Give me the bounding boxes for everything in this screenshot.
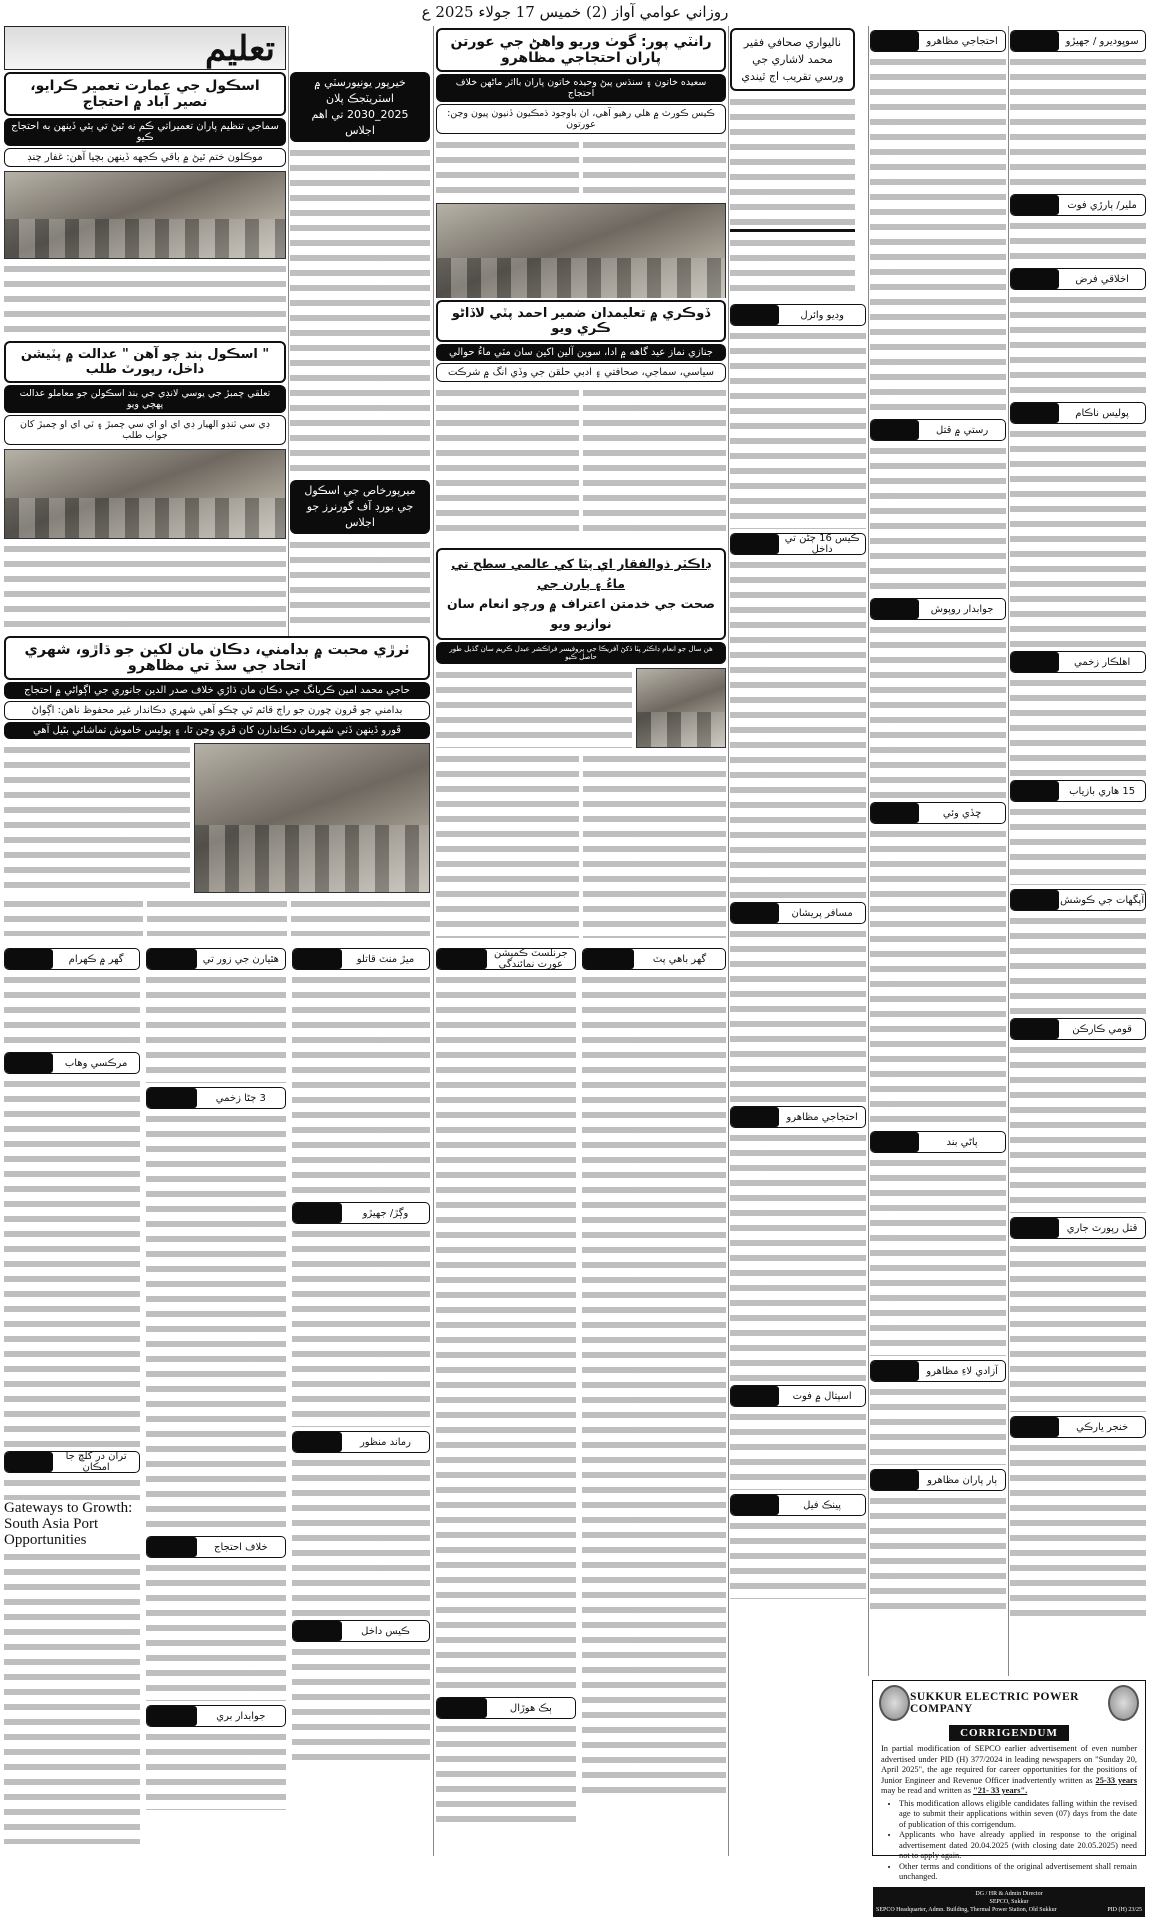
ad-footer <box>873 1887 1145 1917</box>
slug-label: رماند منظور <box>359 1436 411 1448</box>
story-subheading: حاجي محمد امين ڪريانگ جي دڪان مان ڌاڙي خلاف صدر الدين جانوري جي اڳواڻي ۾ احتجاج <box>4 682 430 699</box>
article-body <box>1010 914 1146 1014</box>
article-body <box>730 95 855 225</box>
news-brief-slug <box>1010 30 1146 52</box>
ad-title: CORRIGENDUM <box>949 1725 1069 1741</box>
article-body <box>4 1476 140 1500</box>
article-body <box>1010 676 1146 776</box>
story-headline: ڏوڪري ۾ تعليمدان ضمير احمد پٽي لاڏاڻو ڪري ويو <box>436 300 726 342</box>
story-headline: خيرپور يونيورسٽي ۾ اسٽريٽجڪ پلان 2025_2030 تي اهم اجلاس <box>290 72 430 142</box>
story-subheading: بدامني جو ڦرون چورن جو راڄ قائم ٿي چڪو آهي شهري دڪاندار غير محفوظ ناهن: اڳواڻ <box>4 701 430 720</box>
webinar-title: Gateways to Growth: South Asia Port Opportunities <box>4 1500 133 1548</box>
news-briefs-column-1 <box>1010 26 1146 1626</box>
article-body <box>1010 293 1146 398</box>
slug-marker <box>583 949 634 969</box>
news-brief-slug <box>292 1620 430 1642</box>
headline-line: صحت جي خدمتن اعتراف ۾ ورچو انعام سان نوازيو ويو <box>447 596 715 631</box>
article-body <box>436 668 632 748</box>
news-brief-slug <box>870 802 1006 824</box>
slug-label: وڊيو وائرل <box>800 309 844 321</box>
column-rule <box>728 26 729 1856</box>
ad-mid-text: may be read and written as <box>881 1786 971 1795</box>
slug-marker <box>1011 890 1059 910</box>
article-body <box>730 558 866 898</box>
article-body <box>1010 1242 1146 1412</box>
slug-label: قومي ڪارڪن <box>1072 1023 1132 1035</box>
old-age-range: 25-33 years <box>1095 1775 1138 1785</box>
news-briefs-column-3 <box>730 300 866 1640</box>
article-body <box>1010 1043 1146 1213</box>
slug-label: خنجر يارڪي <box>1076 1421 1129 1433</box>
news-brief-slug <box>4 948 140 970</box>
article-body <box>730 329 866 529</box>
article-body <box>146 1561 286 1701</box>
article-body <box>4 1550 140 1844</box>
slug-marker <box>437 949 487 969</box>
article-body <box>146 1112 286 1532</box>
ad-intro <box>873 1741 1145 1797</box>
story-headline: ناليواري صحافي فقير محمد لاشاري جي ورسي تقريب اڄ ٿيندي <box>730 28 855 91</box>
news-photo <box>436 203 726 298</box>
article-body <box>436 386 579 540</box>
news-brief-slug <box>1010 780 1146 802</box>
news-brief-slug <box>730 1385 866 1407</box>
slug-marker <box>871 1132 919 1152</box>
news-brief-slug <box>730 902 866 924</box>
slug-label: هٿيارن جي زور تي <box>202 953 279 965</box>
slug-label: پاڻي بند <box>946 1136 978 1148</box>
slug-label: ڪيس 16 ڄڻن تي داخل <box>784 533 860 555</box>
slug-label: پينڪ فيل <box>803 1499 842 1511</box>
news-brief-slug <box>730 533 866 555</box>
slug-marker <box>731 1107 779 1127</box>
slug-marker <box>5 1452 53 1472</box>
sepco-corrigendum-advertisement <box>872 1680 1146 1913</box>
slug-label: تران در کلڇ جا امڪان <box>65 1451 127 1473</box>
slug-label: ڇڏي وئي <box>942 807 982 819</box>
news-brief-slug <box>730 1494 866 1516</box>
article-body <box>870 827 1006 1127</box>
ad-bullet: • Applicants who have already applied in response to the original advertisement dated 20.04.2025 (with closing date 20.05.2025) need not to apply again. <box>899 1830 1137 1862</box>
article-body <box>870 1494 1006 1614</box>
slug-label: سوڀوديرو / جهيڙو <box>1065 35 1139 47</box>
slug-marker <box>1011 1019 1059 1039</box>
article-body <box>1010 427 1146 647</box>
ad-bullet: • Other terms and conditions of the original advertisement shall remain unchanged. <box>899 1862 1137 1883</box>
slug-label: گهر ۾ ڪهرام <box>68 953 124 965</box>
slug-label: احتجاجي مظاهرو <box>926 35 998 47</box>
slug-marker <box>1011 269 1059 289</box>
dokri-story <box>436 300 726 540</box>
education-banner <box>4 26 286 70</box>
article-body <box>583 752 726 938</box>
story-subheading: سياسي، سماجي، صحافتي ۽ ادبي حلقن جي وڏي انگ ۾ شرڪت <box>436 363 726 382</box>
slug-label: ميڙ منٽ قاتلو <box>356 953 415 965</box>
story-headline <box>436 548 726 640</box>
slug-marker <box>5 949 53 969</box>
story-subheading: ڦورو ڏينهن ڏٺي شهرمان دڪاندارن کان ڦري وڃن ٿا، ۽ پوليس خاموش تماشائي بڻيل آهي <box>4 722 430 739</box>
bottom-column-3 <box>292 944 430 1844</box>
slug-marker <box>147 1088 197 1108</box>
slug-marker <box>1011 1218 1059 1238</box>
slug-label: آپگهات جي ڪوشش <box>1060 894 1145 906</box>
news-photo <box>4 171 286 259</box>
news-brief-slug <box>436 948 576 970</box>
article-body <box>583 386 726 540</box>
slug-label: خلاف احتجاج <box>214 1541 268 1553</box>
article-body <box>870 444 1006 594</box>
news-brief-slug <box>1010 1217 1146 1239</box>
news-photo <box>194 743 430 893</box>
article-body <box>147 897 286 936</box>
news-brief-slug <box>1010 194 1146 216</box>
news-brief-slug <box>870 419 1006 441</box>
slug-marker <box>1011 652 1059 672</box>
article-body <box>730 1410 866 1490</box>
footer-address: SEPCO Headquarter, Admn. Building, Thermal Power Station, Old Sukkur <box>876 1906 1057 1913</box>
slug-marker <box>147 1706 197 1726</box>
news-brief-slug <box>730 304 866 326</box>
slug-marker <box>871 31 919 51</box>
news-brief-slug <box>146 1705 286 1727</box>
slug-marker <box>731 1495 779 1515</box>
slug-marker <box>437 1698 487 1718</box>
news-brief-slug <box>292 1431 430 1453</box>
column-rule <box>868 26 869 1676</box>
slug-marker <box>147 949 197 969</box>
slug-label: ٻڪ هوڙال <box>509 1702 552 1714</box>
news-brief-slug <box>870 1360 1006 1382</box>
article-body <box>4 973 140 1048</box>
article-body <box>4 1077 140 1447</box>
article-body <box>4 743 190 893</box>
story-headline: " اسڪول بند چو آهن " عدالت ۾ پٽيشن داخل، رپورٽ طلب <box>4 341 286 383</box>
article-body <box>582 973 726 1793</box>
bottom-column-1 <box>4 944 140 1844</box>
news-brief-slug <box>1010 1018 1146 1040</box>
article-body <box>1010 1441 1146 1621</box>
story-headline: ميرپورخاص جي اسڪول جي بورڊ آف گورنرز جو اجلاس <box>290 480 430 534</box>
news-brief-slug <box>146 1536 286 1558</box>
headline-line: ڊاڪٽر ذوالفقار اي پٽا کي عالمي سطح تي ماءُ ۽ ٻارن جي <box>451 556 711 591</box>
slug-marker <box>871 1470 919 1490</box>
article-body <box>870 1156 1006 1356</box>
new-age-range: "21- 33 years". <box>973 1786 1028 1795</box>
story-subheading: هن سال جو انعام ڊاڪٽر پٽا ڏکڻ آفريڪا جي پروفيسر فراڪشر عبدل ڪريم سان گڏيل طور حاصل ڪيو <box>436 642 726 664</box>
news-brief-slug <box>146 948 286 970</box>
news-brief-slug <box>4 1052 140 1074</box>
story-subheading: سماجي تنظيم پاران تعميراتي ڪم نه ٿيڻ تي ٻئي ڏينهن به احتجاج ڪيو <box>4 118 286 146</box>
slug-label: گهر باهي پٽ <box>652 953 707 965</box>
slug-marker <box>1011 195 1059 215</box>
slug-marker <box>293 1621 342 1641</box>
news-brief-slug <box>436 1697 576 1719</box>
article-body <box>4 262 286 337</box>
slug-marker <box>293 1203 342 1223</box>
slug-label: 3 ڄڻا زخمي <box>215 1092 266 1104</box>
article-body <box>730 236 855 298</box>
slug-marker <box>731 903 779 923</box>
article-body <box>4 897 143 936</box>
news-brief-slug <box>730 1106 866 1128</box>
slug-label: اهلڪار زخمي <box>1074 656 1131 668</box>
slug-label: آزادي لاءِ مظاهرو <box>926 1365 998 1377</box>
story-headline: اسڪول جي عمارت تعمير ڪرايو، نصير آباد ۾ احتجاج <box>4 72 286 116</box>
slug-label: مسافر پريشان <box>791 907 853 919</box>
slug-marker <box>293 949 342 969</box>
slug-marker <box>871 599 919 619</box>
footer-line: DG / HR & Admin Director <box>975 1890 1043 1897</box>
article-body <box>870 55 1006 415</box>
story-subheading: ڪيس ڪورٽ ۾ هلي رهيو آهي، ان باوجود ڌمڪيون ڏنيون پيون وڃن: عورتون <box>436 104 726 134</box>
emblem-icon <box>1108 1685 1139 1721</box>
column-rule <box>1008 26 1009 1676</box>
slug-marker <box>731 534 779 554</box>
news-brief-slug <box>4 1451 140 1473</box>
slug-label: پوليس ناڪام <box>1075 407 1129 419</box>
education-column <box>4 72 286 632</box>
slug-marker <box>5 1053 53 1073</box>
article-body <box>1010 55 1146 190</box>
story-subheading: ڊي سي ٽنڊو الهيار ڊي اي او اي سي چمبڙ ۽ ٽي اي او چمبڙ کان جواب طلب <box>4 415 286 445</box>
article-body <box>290 146 430 476</box>
story-subheading: سعيده خاتون ۽ سنڌس پيڻ وحيده خاتون پاران بااثر ماڻهن خلاف احتجاج <box>436 74 726 102</box>
story-subheading: تعلقي چمبڙ جي يوسي لانڊي جي بند اسڪولن جو معاملو عدالت پهچي ويو <box>4 385 286 413</box>
article-body <box>292 1645 430 1765</box>
slug-marker <box>871 1361 919 1381</box>
news-brief-slug <box>870 1469 1006 1491</box>
news-brief-slug <box>1010 1416 1146 1438</box>
news-photo <box>4 449 286 539</box>
slug-marker <box>731 1386 779 1406</box>
news-brief-slug <box>870 1131 1006 1153</box>
footer-line: SEPCO, Sukkur <box>989 1898 1029 1905</box>
news-briefs-column-2 <box>870 26 1006 1626</box>
slug-label: احتجاجي مظاهرو <box>786 1111 858 1123</box>
slug-marker <box>1011 781 1059 801</box>
article-body <box>291 897 430 936</box>
bottom-column-5 <box>582 944 726 1844</box>
slug-marker <box>871 803 919 823</box>
slug-label: ڪيس داخل <box>361 1625 410 1637</box>
news-brief-slug <box>870 30 1006 52</box>
slug-marker <box>147 1537 197 1557</box>
article-body <box>730 927 866 1102</box>
sepco-logo-icon <box>879 1685 910 1721</box>
slug-label: جوابدار بري <box>216 1710 266 1722</box>
pid-number: PID (H) 23/25 <box>1107 1906 1142 1913</box>
article-body <box>146 1730 286 1810</box>
slug-label: 15 هاري بازياب <box>1069 785 1136 797</box>
bottom-column-4 <box>436 944 576 1844</box>
story-headline: ٺرڙي محبت ۾ بدامني، دڪان مان لکين جو ڌاڙو، شهري اتحاد جي سڏ تي مظاهرو <box>4 636 430 680</box>
ad-bullet: • This modification allows eligible candidates falling within the revised age to submit their applications within seven (07) days from the date of publication of this corrigendum. <box>899 1799 1137 1831</box>
doctor-portrait-photo <box>636 668 726 748</box>
slug-label: رستي ۾ قتل <box>936 424 989 436</box>
article-body <box>292 1456 430 1616</box>
article-body <box>870 623 1006 798</box>
article-body <box>436 973 576 1693</box>
slug-marker <box>1011 1417 1059 1437</box>
slug-marker <box>1011 403 1059 423</box>
slug-label: اسپتال ۾ فوت <box>792 1390 852 1402</box>
column-rule <box>288 26 289 636</box>
article-body <box>4 542 286 632</box>
slug-label: جوابدار روپوش <box>930 603 994 615</box>
article-body <box>436 1722 576 1822</box>
slug-label: اخلاقي فرض <box>1075 273 1129 285</box>
news-brief-slug <box>292 1202 430 1224</box>
news-brief-slug <box>1010 651 1146 673</box>
news-brief-slug <box>582 948 726 970</box>
slug-marker <box>871 420 919 440</box>
slug-marker <box>731 305 779 325</box>
naliwari-story <box>730 28 855 298</box>
article-body <box>730 1131 866 1381</box>
slug-marker <box>293 1432 342 1452</box>
university-column <box>290 72 430 632</box>
article-body <box>292 1227 430 1427</box>
ad-intro-text: In partial modification of SEPCO earlier advertisement of even number advertised under PID (H) 377/2024 in leading newspapers on "Sunday 20, April 2025", the age required for career opportunities for the positions of Junior Engineer and Revenue Officer inadvertently written as <box>881 1744 1137 1785</box>
divider <box>730 229 855 232</box>
article-body <box>292 973 430 1198</box>
article-body <box>1010 219 1146 264</box>
article-body <box>436 752 579 938</box>
article-body <box>583 138 726 200</box>
article-body <box>146 973 286 1083</box>
article-body <box>290 538 430 632</box>
news-brief-slug <box>1010 402 1146 424</box>
education-banner-title: تعليم <box>204 29 275 69</box>
news-brief-slug <box>292 948 430 970</box>
slug-label: مرڪسي وهاب <box>64 1057 128 1069</box>
article-body <box>730 1519 866 1599</box>
story-subheading: جنازي نماز عيد گاهه ۾ ادا، سوين آلين اکين سان مٽي ماءُ حوالي <box>436 344 726 361</box>
slug-marker <box>1011 31 1059 51</box>
slug-label: ٻار پاران مظاهرو <box>927 1474 998 1486</box>
story-subheading: موڪلون ختم ٿيڻ ۾ باقي ڪجهه ڏينهن بچيا آهن: غفار چنڊ <box>4 148 286 167</box>
article-body <box>1010 805 1146 885</box>
slug-label: ملير/ ٻارڙي فوت <box>1067 199 1137 211</box>
company-name: SUKKUR ELECTRIC POWER COMPANY <box>909 1691 1079 1715</box>
newspaper-masthead: روزاني عوامي آواز (2) خميس 17 جولاء 2025 ع <box>421 3 729 21</box>
news-brief-slug <box>1010 268 1146 290</box>
news-brief-slug <box>1010 889 1146 911</box>
slug-label: وڳڙ/ جهيڙو <box>362 1207 409 1219</box>
article-body <box>870 1385 1006 1465</box>
doctor-award-story <box>436 548 726 938</box>
ad-bullets <box>873 1797 1145 1883</box>
slug-label: قتل رپورٽ جاري <box>1066 1222 1138 1234</box>
story-headline: رانٽي پور: گوٺ وريو واهڻ جي عورتن پاران احتجاجي مظاهرو <box>436 28 726 72</box>
column-rule <box>433 26 434 1856</box>
news-brief-slug <box>146 1087 286 1109</box>
article-body <box>436 138 579 200</box>
market-story <box>4 636 430 936</box>
bottom-column-2 <box>146 944 286 1844</box>
slug-label: جرنلسٽ ڪميشن عورت نمائندگي <box>493 948 568 970</box>
news-brief-slug <box>870 598 1006 620</box>
protest-story <box>436 28 726 298</box>
